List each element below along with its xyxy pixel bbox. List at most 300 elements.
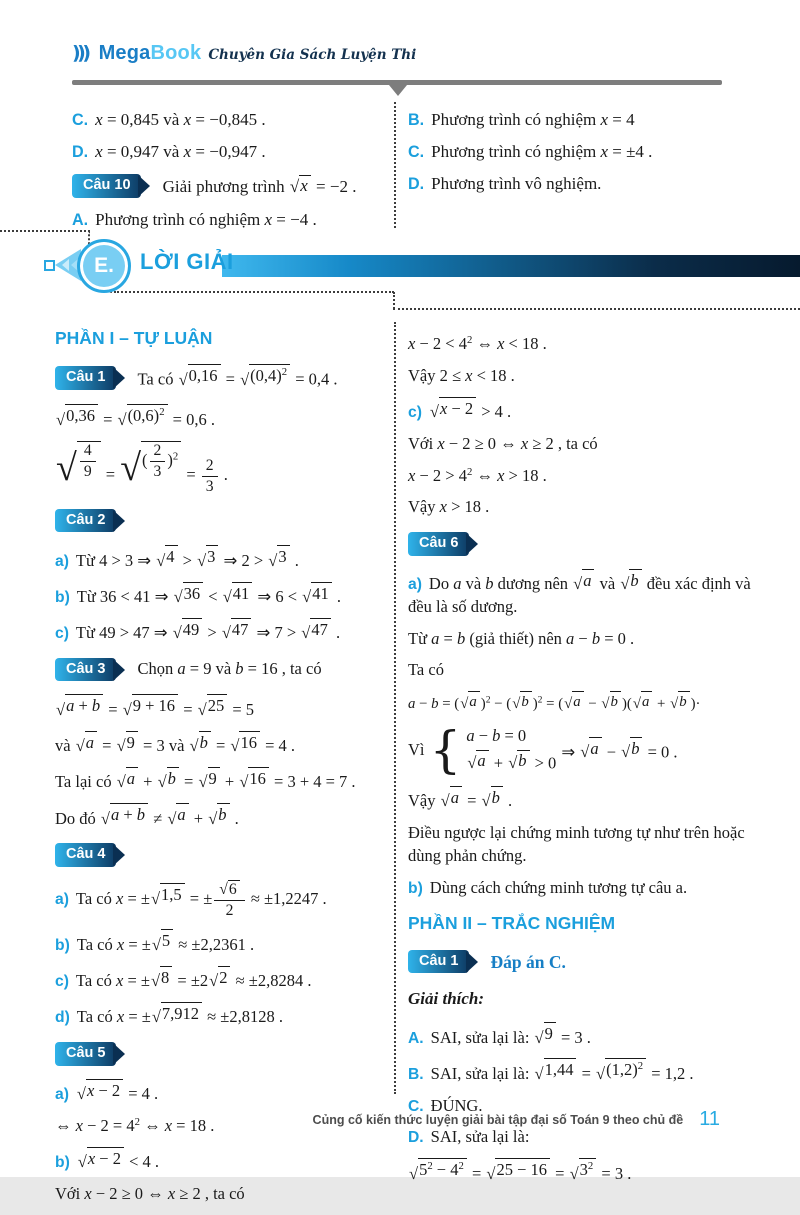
sqrt-radical (633, 691, 653, 712)
page-footer (313, 1108, 720, 1131)
solution-line (408, 659, 770, 682)
radical-sign: √ (534, 1063, 544, 1083)
explain-label: Giải thích: (408, 988, 485, 1008)
math-variable: x (600, 110, 609, 129)
section-title: LỜI GIẢI (140, 249, 234, 274)
math-variable: x (164, 1115, 173, 1135)
logo-tagline: Chuyên Gia Sách Luyện Thi (208, 47, 417, 63)
math-content: Phương trình có nghiệm x = −4 . (95, 209, 317, 229)
sqrt-radical (209, 966, 230, 990)
math-variable: b (492, 726, 501, 746)
radicand: $5^2 - 4^2$ (418, 1158, 467, 1182)
radical-sign: √ (620, 574, 630, 593)
radical-sign: √ (621, 741, 631, 761)
solution-line (408, 628, 770, 651)
math-variable: a (431, 628, 440, 648)
radicand (610, 691, 621, 712)
math-variable: x (86, 1080, 95, 1100)
sqrt-radical (467, 750, 488, 772)
sqrt-radical (123, 694, 178, 718)
math-content: Với x − 2 ≥ 0 ⇔ x ≥ 2 , ta có (408, 433, 598, 453)
math-variable: a (466, 726, 475, 746)
denominator: 9 (83, 462, 92, 480)
sqrt-radical (120, 441, 181, 490)
sqrt-radical (101, 803, 148, 827)
radical-sign: √ (76, 1084, 86, 1104)
math-variable: b (199, 732, 208, 752)
radicand: 16 (248, 767, 269, 791)
cases-rows (466, 726, 556, 774)
sqrt-radical (56, 694, 103, 718)
math-content: √ x − 2 > 4 . (429, 398, 512, 421)
math-content: Từ a = b (giả thiết) nên a − b = 0 . (408, 628, 635, 648)
math-content: Do a và b dương nên √ a và √ b đều xác định và đều là số dương. (408, 570, 751, 616)
math-variable: b (591, 628, 601, 648)
superscript: 2 (537, 694, 543, 706)
radicand: 47 (231, 618, 252, 642)
math-variable: b (167, 768, 176, 788)
radical-sign: √ (302, 587, 312, 606)
radical-sign: √ (56, 699, 66, 719)
radical-sign: √ (56, 409, 66, 429)
solution-line (408, 142, 768, 162)
sqrt-radical (118, 404, 168, 428)
solution-line (72, 110, 384, 130)
answers-top-right (408, 98, 768, 206)
radical-sign: √ (301, 623, 311, 643)
cases-row: a − b = 0 (466, 726, 527, 746)
math-content: Điều ngược lại chứng minh tương tự như trên hoặc dùng phản chứng. (408, 823, 745, 865)
math-variable: a (573, 694, 581, 711)
part-title: PHẦN II – TRẮC NGHIỆM (408, 913, 616, 934)
sqrt-radical (570, 1158, 597, 1182)
solution-line (55, 404, 389, 431)
math-variable: b (235, 659, 244, 679)
sqrt-radical (151, 883, 185, 907)
line-label: B. (408, 111, 425, 129)
math-variable: a (469, 694, 477, 711)
radical-sign: √ (167, 808, 177, 828)
math-content: a − b = ( √ a )$^2$ − ( √ b )$^2$ = ( √ a − √ b )( √ a + √ b )· (408, 696, 700, 712)
math-content: Từ 49 > 47 ⇒ √ 49 > √ 47 ⇒ 7 > √ 47 . (75, 619, 341, 643)
solution-line (55, 441, 389, 496)
solution-line (55, 618, 389, 645)
solution-line (408, 950, 770, 974)
dotted-border-top (0, 230, 90, 232)
sqrt-radical (482, 786, 503, 810)
radicand (199, 731, 211, 755)
math-content: √ x − 2 = 4 . (76, 1080, 159, 1104)
sqrt-radical (620, 569, 641, 593)
radicand: 8 (160, 966, 172, 990)
radicand: 9 (126, 731, 138, 755)
math-variable: b (431, 695, 439, 712)
radicand: 7,912 (161, 1002, 202, 1026)
radical-sign: √ (460, 695, 469, 712)
sqrt-radical (158, 767, 179, 791)
solution-line (55, 880, 389, 921)
line-label: C. (408, 143, 425, 161)
radicand (572, 691, 583, 712)
radicand: 25 − 16 (495, 1158, 550, 1182)
sqrt-radical (173, 618, 203, 642)
radicand: 49 (182, 618, 203, 642)
math-content: Do đó √ a + b ≠ √ a + √ b . (55, 805, 239, 828)
solution-line (72, 142, 384, 162)
radical-sign: √ (173, 587, 183, 606)
math-variable: x (520, 433, 529, 453)
numerator (214, 880, 244, 902)
math-variable: b (456, 628, 466, 648)
radical-sign: √ (508, 753, 518, 773)
radical-sign: √ (197, 550, 207, 570)
radical-sign: √ (189, 736, 199, 756)
solution-line (72, 210, 384, 230)
math-variable: x (300, 175, 308, 195)
radical-sign: √ (116, 772, 126, 792)
numerator: 4 (80, 442, 96, 462)
sqrt-radical (167, 803, 188, 827)
solution-line (408, 365, 770, 388)
question-badge: Câu 1 (55, 366, 116, 390)
math-variable: a (85, 732, 95, 752)
solution-line (408, 397, 770, 424)
solution-line (408, 333, 770, 356)
math-variable: x (183, 110, 192, 129)
solution-line (55, 1079, 389, 1106)
math-variable: x (264, 209, 273, 229)
solution-line (408, 496, 770, 519)
sqrt-radical (564, 691, 584, 712)
math-content: SAI, sửa lại là: √ 9 = 3 . (430, 1024, 591, 1047)
math-content: Ta có x = ± √ 7,912 ≈ ±2,8128 . (76, 1003, 283, 1027)
superscript: 2 (134, 1115, 140, 1128)
solution-line (55, 694, 389, 721)
sqrt-radical (302, 582, 332, 606)
section-letter-circle (77, 239, 131, 293)
sqrt-radical (152, 1002, 202, 1026)
math-variable: b (518, 750, 527, 770)
line-label: b) (55, 589, 70, 606)
sqrt-radical (621, 737, 642, 761)
line-label: A. (72, 210, 89, 229)
line-label: C. (408, 1097, 424, 1115)
radical-sign: √ (429, 401, 439, 421)
solution-line (408, 174, 768, 194)
radicand: 0,16 (188, 364, 221, 388)
radical-sign: √ (573, 574, 583, 593)
radicand: 9 (208, 767, 220, 791)
math-content: Ta có x = ± √ 1,5 = ± √ 6 2 ≈ ±1,2247 . (75, 880, 327, 920)
cases-row: √ a + √ b > 0 (467, 750, 557, 773)
sqrt-radical (535, 1058, 577, 1082)
solution-line (408, 786, 770, 813)
sqrt-radical (197, 545, 218, 569)
header (72, 42, 416, 65)
superscript: 2 (587, 1160, 594, 1173)
radical-sign: √ (512, 695, 521, 712)
sqrt-radical (596, 1058, 646, 1082)
question-badge: Câu 4 (55, 843, 116, 867)
sqrt-radical (535, 1022, 556, 1046)
math-variable: b (485, 574, 494, 593)
radicand (582, 569, 594, 593)
sqrt-radical (601, 691, 621, 712)
math-content: Phương trình có nghiệm x = ±4 . (431, 142, 653, 161)
radicand (126, 767, 138, 791)
solution-line (408, 822, 770, 868)
radical-sign: √ (289, 176, 300, 196)
sqrt-radical (240, 364, 290, 388)
radicand: 1,5 (160, 883, 185, 907)
sqrt-radical (486, 1158, 550, 1182)
radical-sign: √ (122, 699, 132, 719)
radicand: $3^2$ (579, 1158, 597, 1182)
sqrt-radical (56, 404, 98, 428)
radical-sign: √ (596, 1063, 606, 1083)
math-variable: a (477, 750, 486, 770)
radicand: $(1,2)^2$ (605, 1058, 646, 1082)
numerator: 2 (202, 457, 218, 477)
math-variable: x (75, 1115, 83, 1135)
denominator: 3 (153, 462, 162, 480)
math-variable: a (566, 628, 575, 648)
math-content: Từ 36 < 41 ⇒ √ 36 < √ 41 ⇒ 6 < √ 41 . (76, 583, 341, 606)
math-variable: x (439, 497, 447, 517)
line-label: B. (408, 1065, 424, 1083)
sqrt-radical (230, 731, 260, 755)
math-variable: x (600, 142, 609, 161)
math-content: $x - 2 > 4^2$ ⇔ x > 18 . (408, 465, 547, 485)
superscript: 2 (466, 465, 473, 478)
math-variable: a (408, 695, 416, 712)
solution-left-column (55, 314, 389, 1215)
math-content: x = 0,947 và x = −0,947 . (95, 142, 266, 161)
radical-sign: √ (178, 369, 188, 389)
math-variable: b (630, 570, 639, 590)
radicand (629, 569, 641, 593)
question-badge: Câu 6 (408, 532, 469, 556)
math-content: Ta có (408, 660, 444, 680)
radicand (77, 441, 101, 481)
solution-line (408, 433, 770, 456)
question-badge: Câu 2 (55, 509, 116, 533)
section-letter: E. (94, 254, 114, 277)
solution-banner (0, 236, 800, 298)
sqrt-radical (430, 397, 476, 421)
sqrt-radical (156, 545, 177, 569)
radical-sign: √ (198, 772, 208, 792)
math-content: Ta có x = ± √ 8 = ±2 √ 2 ≈ ±2,8284 . (75, 967, 312, 991)
solution-line (55, 929, 389, 956)
radicand (517, 750, 529, 772)
math-variable: x (95, 110, 103, 129)
math-content: √ $\frac{4}{9}$ = √ ( $\frac{2}{3}$ )$^2$ = $\frac{2}{3}$ . (56, 441, 228, 495)
math-variable: b (679, 694, 687, 711)
superscript: 2 (466, 334, 473, 347)
sqrt-radical (117, 767, 138, 791)
radical-sign: √ (569, 1163, 579, 1183)
line-label: b) (408, 879, 423, 897)
math-variable: x (439, 398, 448, 418)
radicand (476, 750, 488, 772)
radicand: 5 (161, 929, 173, 953)
math-content: Ta có x = ± √ 5 ≈ ±2,2361 . (76, 931, 255, 954)
math-variable: x (84, 1183, 92, 1203)
radicand: ( $\frac{2}{3}$ )$^2$ (141, 441, 181, 481)
question-badge: Câu 1 (408, 950, 469, 974)
superscript: 2 (485, 694, 491, 706)
solution-line (55, 843, 389, 867)
solution-line (55, 582, 389, 609)
math-variable: a (177, 805, 186, 825)
line-label: c) (55, 973, 69, 991)
radicand: $(0,6)^2$ (127, 404, 168, 428)
radicand: $(0,4)^2$ (249, 364, 290, 388)
megabook-logo-icon: ))) (72, 42, 88, 64)
radical-sign: √ (222, 587, 232, 606)
math-content: ⇔ $x - 2 = 4^2$ ⇔ x = 18 . (55, 1115, 215, 1135)
line-label: c) (55, 625, 69, 643)
radical-sign: √ (240, 369, 250, 389)
sqrt-radical (512, 691, 532, 712)
logo-mega-text: Mega (98, 42, 151, 64)
math-variable: a (126, 768, 136, 788)
radical-sign: √ (151, 934, 161, 954)
solution-line (55, 966, 389, 993)
solution-line (55, 803, 389, 830)
fraction (202, 457, 218, 496)
solution-line (408, 569, 770, 619)
math-content: x = 0,845 và x = −0,845 . (95, 110, 266, 129)
math-variable: x (95, 142, 103, 161)
math-variable: x (437, 433, 445, 453)
math-content: Vậy x > 18 . (408, 497, 490, 517)
sqrt-radical (77, 1079, 123, 1103)
answer-text: Đáp án C. (490, 951, 566, 972)
radicand: a + b (110, 803, 148, 827)
line-label: a) (408, 576, 422, 593)
line-label: D. (408, 175, 425, 193)
radicand: 0,36 (65, 404, 98, 428)
radicand: 1,44 (544, 1058, 577, 1082)
radicand: 6 (228, 880, 240, 899)
radicand: 47 (310, 618, 331, 642)
footer-book-title: Củng cố kiến thức luyện giải bài tập đại số Toán 9 theo chủ đề (312, 1112, 684, 1127)
math-variable: x (167, 1183, 176, 1203)
math-variable: a (583, 570, 592, 590)
solution-line (55, 1002, 389, 1029)
sqrt-radical (179, 364, 221, 388)
math-variable: b (631, 738, 640, 758)
math-content: Từ 4 > 3 ⇒ √ 4 > √ 3 ⇒ 2 > √ 3 . (75, 547, 299, 570)
solution-line (408, 691, 770, 714)
sqrt-radical (78, 1147, 124, 1171)
math-content: Ta có √ 0,16 = √ $(0,4)^2$ = 0,4 . (137, 366, 338, 389)
radical-sign: √ (481, 791, 491, 811)
superscript: 2 (172, 449, 179, 462)
solution-line (55, 545, 389, 572)
radicand (678, 691, 689, 712)
math-content: √ x − 2 < 4 . (77, 1148, 160, 1172)
line-label: D. (408, 1129, 424, 1147)
radicand: 41 (232, 582, 253, 606)
radical-sign: √ (209, 971, 219, 991)
radicand: 16 (239, 731, 260, 755)
radical-sign: √ (150, 888, 161, 908)
math-variable: x (116, 934, 125, 954)
radical-sign: √ (100, 808, 110, 828)
solution-line (408, 532, 770, 556)
math-variable: a (453, 574, 462, 593)
radical-sign: √ (230, 736, 240, 756)
sqrt-radical (239, 767, 269, 791)
radicand: 25 (207, 694, 228, 718)
math-variable: x (116, 1007, 125, 1027)
logo-book-text: Book (150, 42, 202, 64)
radicand: 4 (165, 545, 177, 569)
banner-chevron-icon (62, 259, 69, 271)
sqrt-radical (151, 966, 172, 990)
superscript: 2 (458, 1160, 464, 1173)
line-label: b) (55, 936, 70, 954)
math-content: $x - 2 < 4^2$ ⇔ x < 18 . (408, 334, 547, 353)
math-content: Với x − 2 ≥ 0 ⇔ x ≥ 2 , ta có (55, 1183, 245, 1203)
superscript: 2 (427, 1160, 433, 1173)
numerator: 2 (150, 442, 166, 462)
radical-sign: √ (116, 736, 126, 756)
sqrt-radical (441, 786, 462, 810)
radicand: 36 (183, 582, 204, 606)
radical-sign: √ (150, 971, 161, 991)
sqrt-radical (198, 694, 228, 718)
solution-line (55, 1183, 389, 1206)
fraction (80, 442, 96, 481)
radical-sign: √ (601, 695, 610, 712)
radicand (299, 175, 311, 196)
math-content: √ $5^2 - 4^2$ = √ 25 − 16 = √ $3^2$ = 3 . (409, 1160, 632, 1183)
math-variable: x (116, 888, 124, 908)
sqrt-radical (301, 618, 331, 642)
math-content: SAI, sửa lại là: (430, 1127, 530, 1147)
math-variable: b (521, 694, 529, 711)
math-variable: b (91, 696, 101, 716)
radicand: 3 (277, 545, 289, 569)
question-badge: Câu 3 (55, 658, 116, 682)
solution-line (55, 1042, 389, 1066)
sqrt-radical (268, 545, 289, 569)
radical-sign: √ (239, 772, 249, 792)
dotted-border-bottom (393, 308, 800, 310)
math-variable: x (408, 465, 416, 485)
math-variable: x (497, 334, 505, 353)
radical-sign: √ (172, 623, 182, 643)
solution-line (55, 364, 389, 391)
sqrt-radical (219, 880, 239, 899)
line-label: d) (55, 1009, 70, 1027)
math-content: √ 0,36 = √ $(0,6)^2$ = 0,6 . (56, 406, 215, 429)
sqrt-radical (190, 731, 211, 755)
radicand (176, 803, 188, 827)
sqrt-radical (152, 929, 173, 953)
line-label: a) (55, 890, 69, 908)
math-variable: b (218, 805, 227, 825)
math-content: Giải phương trình √ x = −2 . (162, 175, 357, 196)
sqrt-radical (174, 582, 204, 606)
radical-sign: √ (157, 772, 167, 792)
radical-sign: √ (564, 695, 573, 712)
math-content: Ta lại có √ a + √ b = √ 9 + √ 16 = 3 + 4 = 7 . (55, 768, 356, 792)
